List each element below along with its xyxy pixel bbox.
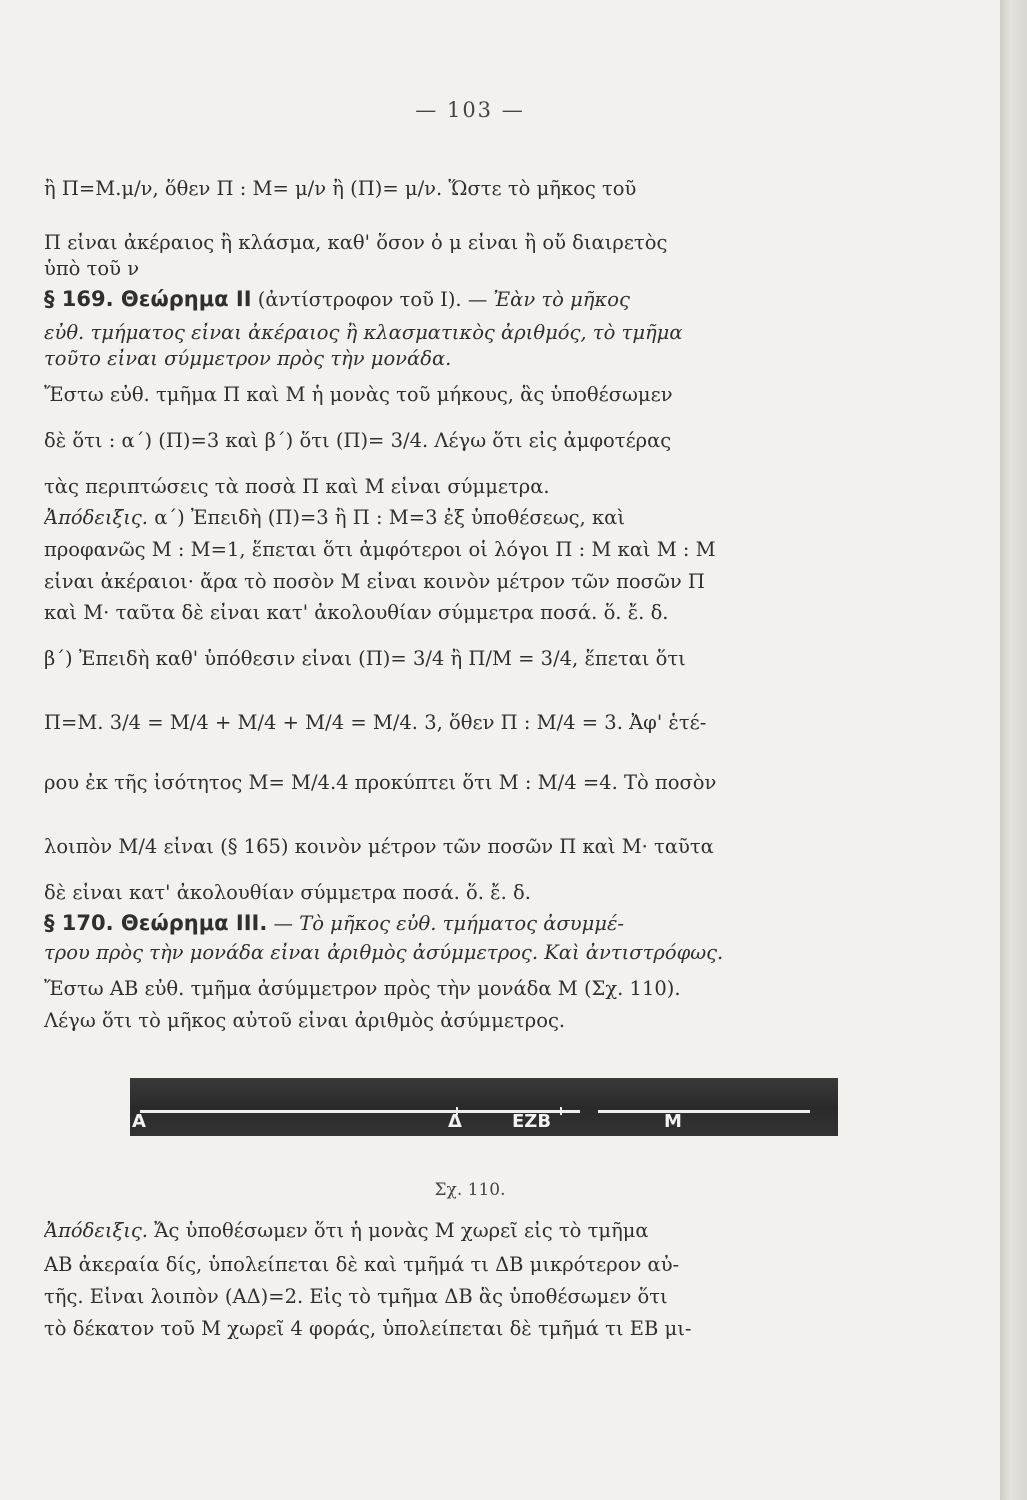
text-line: Λέγω ὅτι τὸ μῆκος αὐτοῦ εἶναι ἀριθμὸς ἀσύμμετρος. [44,1010,566,1032]
proof-2-line: τὸ δέκατον τοῦ Μ χωρεῖ 4 φοράς, ὑπολείπεται δὲ τμῆμά τι ΕΒ μι- [44,1318,692,1340]
page-number: — 103 — [415,98,525,122]
proof-2-line [44,1220,856,1242]
theorem-169-line: τοῦτο εἶναι σύμμετρον πρὸς τὴν μονάδα. [44,348,452,370]
figure-110 [130,1078,838,1136]
text-line: ὑπὸ τοῦ ν [44,258,140,280]
proof-1-line: ρου ἐκ τῆς ἰσότητος Μ= Μ/4.4 προκύπτει ὅτι Μ : Μ/4 =4. Τὸ ποσὸν [44,772,717,794]
proof-1-line: λοιπὸν Μ/4 εἶναι (§ 165) κοινὸν μέτρον τῶν ποσῶν Π καὶ Μ· ταῦτα [44,836,714,858]
figure-caption: Σχ. 110. [434,1180,506,1200]
proof-1-line: β΄) Ἐπειδὴ καθ' ὑπόθεσιν εἶναι (Π)= 3/4 ἢ Π/Μ = 3/4, ἕπεται ὅτι [44,648,686,670]
proof-text: Ἄς ὑποθέσωμεν ὅτι ἡ μονὰς Μ χωρεῖ εἰς τὸ τμῆμα [148,1220,649,1242]
proof-label: Ἀπόδειξις. [44,507,148,529]
label-m: Μ [664,1111,682,1132]
text-line: ἢ Π=Μ.μ/ν, ὅθεν Π : Μ= μ/ν ἢ (Π)= μ/ν. Ὥστε τὸ μῆκος τοῦ [44,178,637,200]
dash: — [267,912,300,935]
section-169-note: (ἀντίστροφον τοῦ Ι). — [251,288,494,311]
proof-label: Ἀπόδειξις. [44,1220,148,1242]
proof-2-line: ΑΒ ἀκεραία δίς, ὑπολείπεται δὲ καὶ τμῆμά τι ΔΒ μικρότερον αὐ- [44,1254,680,1276]
theorem-169-statement: Ἐὰν τὸ μῆκος [493,288,630,311]
label-a: Α [132,1111,146,1132]
section-170-number: § 170. Θεώρημα ΙΙΙ. [44,912,268,935]
proof-1-line: Π=Μ. 3/4 = Μ/4 + Μ/4 + Μ/4 = Μ/4. 3, ὅθεν Π : Μ/4 = 3. Ἀφ' ἑτέ- [44,712,707,734]
proof-text: α΄) Ἐπειδὴ (Π)=3 ἢ Π : Μ=3 ἐξ ὑποθέσεως, καὶ [148,507,625,529]
proof-1-line: καὶ Μ· ταῦτα δὲ εἶναι κατ' ἀκολουθίαν σύμμετρα ποσά. ὅ. ἔ. δ. [44,602,669,624]
theorem-170-line: τρου πρὸς τὴν μονάδα εἶναι ἀριθμὸς ἀσύμμετρος. Καὶ ἀντιστρόφως. [44,942,724,964]
text-line: Ἔστω ΑΒ εὐθ. τμῆμα ἀσύμμετρον πρὸς τὴν μονάδα Μ (Σχ. 110). [44,978,681,1000]
proof-1-line: δὲ εἶναι κατ' ἀκολουθίαν σύμμετρα ποσά. ὅ. ἔ. δ. [44,882,531,904]
page-edge [1000,0,1027,1500]
segment-m [598,1110,810,1113]
label-ezb: ΕΖΒ [512,1111,552,1132]
section-169-heading [44,288,856,311]
proof-2-line: τῆς. Εἶναι λοιπὸν (ΑΔ)=2. Εἰς τὸ τμῆμα ΔΒ ἃς ὑποθέσωμεν ὅτι [44,1286,668,1308]
text-line: Ἔστω εὐθ. τμῆμα Π καὶ Μ ἡ μονὰς τοῦ μήκους, ἃς ὑποθέσωμεν [44,384,673,406]
section-169-number: § 169. Θεώρημα ΙΙ [44,288,252,311]
proof-1-line: εἶναι ἀκέραιοι· ἄρα τὸ ποσὸν Μ εἶναι κοινὸν μέτρον τῶν ποσῶν Π [44,571,705,593]
label-d: Δ [448,1111,462,1132]
tick-b [560,1107,562,1115]
text-line: δὲ ὅτι : α΄) (Π)=3 καὶ β΄) ὅτι (Π)= 3/4. Λέγω ὅτι εἰς ἀμφοτέρας [44,430,672,452]
proof-1-line: προφανῶς Μ : Μ=1, ἕπεται ὅτι ἀμφότεροι οἱ λόγοι Π : Μ καὶ Μ : Μ [44,539,716,561]
text-line: τὰς περιπτώσεις τὰ ποσὰ Π καὶ Μ εἶναι σύμμετρα. [44,476,550,498]
section-170-heading [44,912,856,935]
theorem-169-line: εὐθ. τμήματος εἶναι ἀκέραιος ἢ κλασματικὸς ἀριθμός, τὸ τμῆμα [44,322,683,344]
proof-1-line [44,507,856,529]
text-line: Π εἶναι ἀκέραιος ἢ κλάσμα, καθ' ὅσον ὁ μ εἶναι ἢ οὔ διαιρετὸς [44,232,668,254]
theorem-170-statement: Τὸ μῆκος εὐθ. τμήματος ἀσυμμέ- [299,912,625,935]
